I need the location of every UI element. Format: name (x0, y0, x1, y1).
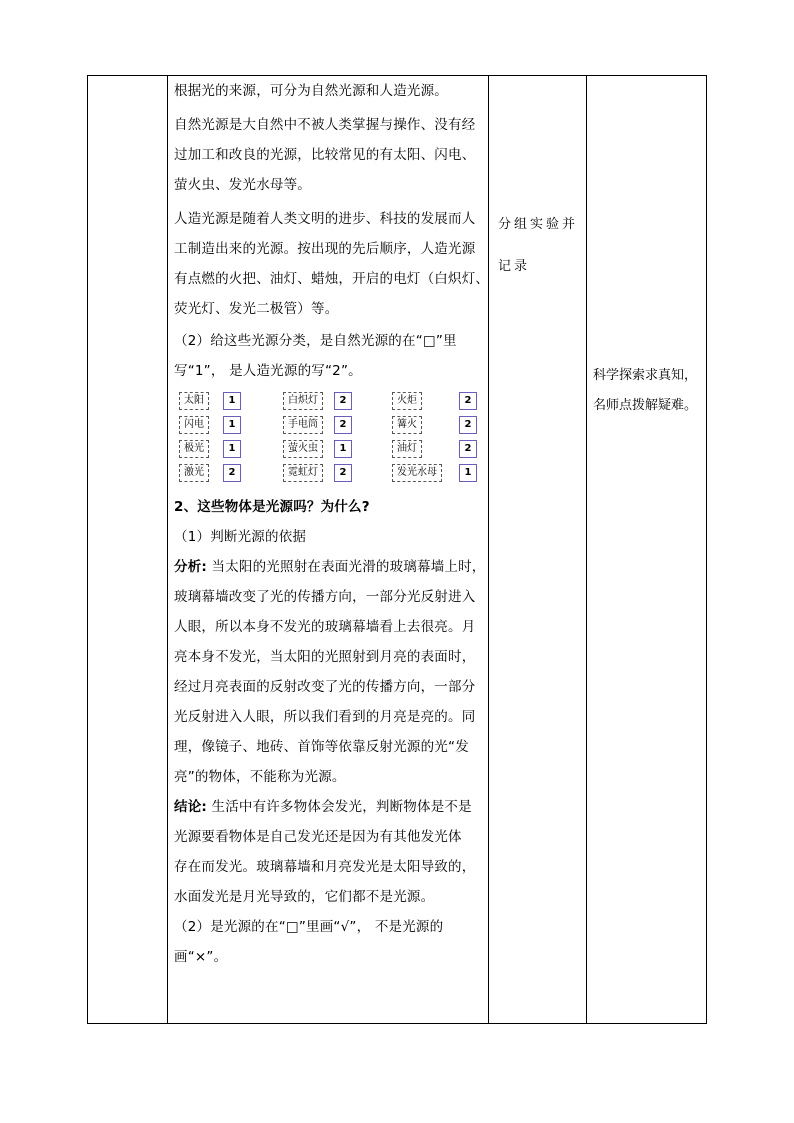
text-line: 亮”的物体，不能称为光源。 (174, 769, 346, 785)
classification-grid (174, 392, 492, 488)
grid-answer-box: 1 (459, 464, 477, 482)
text-line: 光反射进入人眼，所以我们看到的月亮是亮的。同 (174, 709, 476, 725)
paragraph-natural (174, 110, 492, 200)
paragraph-artificial (174, 204, 492, 324)
grid-label: 萤火虫 (283, 440, 323, 458)
text-line: 自然光源是大自然中不被人类掌握与操作、没有经 (174, 117, 476, 133)
grid-answer-box: 1 (334, 440, 352, 458)
conclusion-paragraph (174, 792, 492, 912)
sub-question-2 (174, 912, 492, 972)
text-line: （2）是光源的在“□”里画“√”， 不是光源的 (174, 919, 444, 935)
grid-answer-box: 2 (459, 440, 477, 458)
grid-answer-box: 1 (223, 440, 241, 458)
grid-label: 极光 (179, 440, 209, 458)
grid-label: 太阳 (179, 392, 209, 410)
grid-answer-box: 1 (223, 416, 241, 434)
text-line: （2）给这些光源分类，是自然光源的在“□”里 (174, 333, 457, 349)
text-line: 荧光灯、发光二极管）等。 (174, 301, 339, 317)
conclusion-label: 结论: (174, 799, 207, 815)
grid-answer-box: 2 (459, 416, 477, 434)
grid-label: 篝火 (392, 416, 422, 434)
text-line: 玻璃幕墙改变了光的传播方向，一部分光反射进入 (174, 589, 476, 605)
grid-answer-box: 1 (223, 392, 241, 410)
intent-text: 科学探索求真知， (593, 368, 698, 383)
grid-label: 发光水母 (392, 464, 442, 482)
intent-column (588, 361, 706, 421)
intent-text: 名师点拨解疑难。 (593, 398, 698, 413)
grid-answer-box: 2 (334, 464, 352, 482)
sub-question: （1）判断光源的依据 (174, 529, 307, 545)
text-line: 工制造出来的光源。按出现的先后顺序，人造光源 (174, 241, 476, 257)
grid-label: 油灯 (392, 440, 422, 458)
content-column (174, 76, 492, 972)
text-line: 有点燃的火把、油灯、蜡烛，开启的电灯（白炽灯、 (174, 271, 490, 287)
grid-label: 闪电 (179, 416, 209, 434)
analysis-paragraph (174, 552, 492, 792)
text-line: 画“×”。 (174, 949, 228, 965)
activity-column (490, 204, 588, 288)
text-line: 理，像镜子、地砖、首饰等依靠反射光源的光“发 (174, 739, 469, 755)
activity-text: 分组实验并 (498, 217, 579, 232)
question-classify (174, 326, 492, 386)
grid-label: 白炽灯 (283, 392, 323, 410)
question-heading: 2、这些物体是光源吗？为什么? (174, 499, 370, 515)
grid-label: 激光 (179, 464, 209, 482)
text-line: 光源要看物体是自己发光还是因为有其他发光体 (174, 829, 462, 845)
lesson-table (87, 75, 707, 1024)
text-line: 经过月亮表面的反射改变了光的传播方向，一部分 (174, 679, 476, 695)
text-line: 写“1”， 是人造光源的写“2”。 (174, 363, 362, 379)
grid-answer-box: 2 (459, 392, 477, 410)
grid-answer-box: 2 (223, 464, 241, 482)
text-line: 人造光源是随着人类文明的进步、科技的发展而人 (174, 211, 476, 227)
text-line: 亮本身不发光，当太阳的光照射到月亮的表面时， (174, 649, 476, 665)
text-line: 过加工和改良的光源，比较常见的有太阳、闪电、 (174, 147, 476, 163)
grid-label: 手电筒 (283, 416, 323, 434)
grid-answer-box: 2 (334, 416, 352, 434)
text-line: 水面发光是月光导致的，它们都不是光源。 (174, 889, 435, 905)
grid-label: 火炬 (392, 392, 422, 410)
text-line: 生活中有许多物体会发光，判断物体是不是 (207, 799, 472, 815)
paragraph-light-sources: 根据光的来源，可分为自然光源和人造光源。 (174, 83, 448, 99)
text-line: 人眼，所以本身不发光的玻璃幕墙看上去很亮。月 (174, 619, 476, 635)
activity-text: 记录 (498, 259, 531, 274)
grid-answer-box: 2 (334, 392, 352, 410)
text-line: 当太阳的光照射在表面光滑的玻璃幕墙上时， (207, 559, 486, 575)
analysis-label: 分析: (174, 559, 207, 575)
column-divider (167, 76, 168, 1023)
grid-label: 霓虹灯 (283, 464, 323, 482)
text-line: 存在而发光。玻璃幕墙和月亮发光是太阳导致的， (174, 859, 476, 875)
text-line: 萤火虫、发光水母等。 (174, 177, 311, 193)
